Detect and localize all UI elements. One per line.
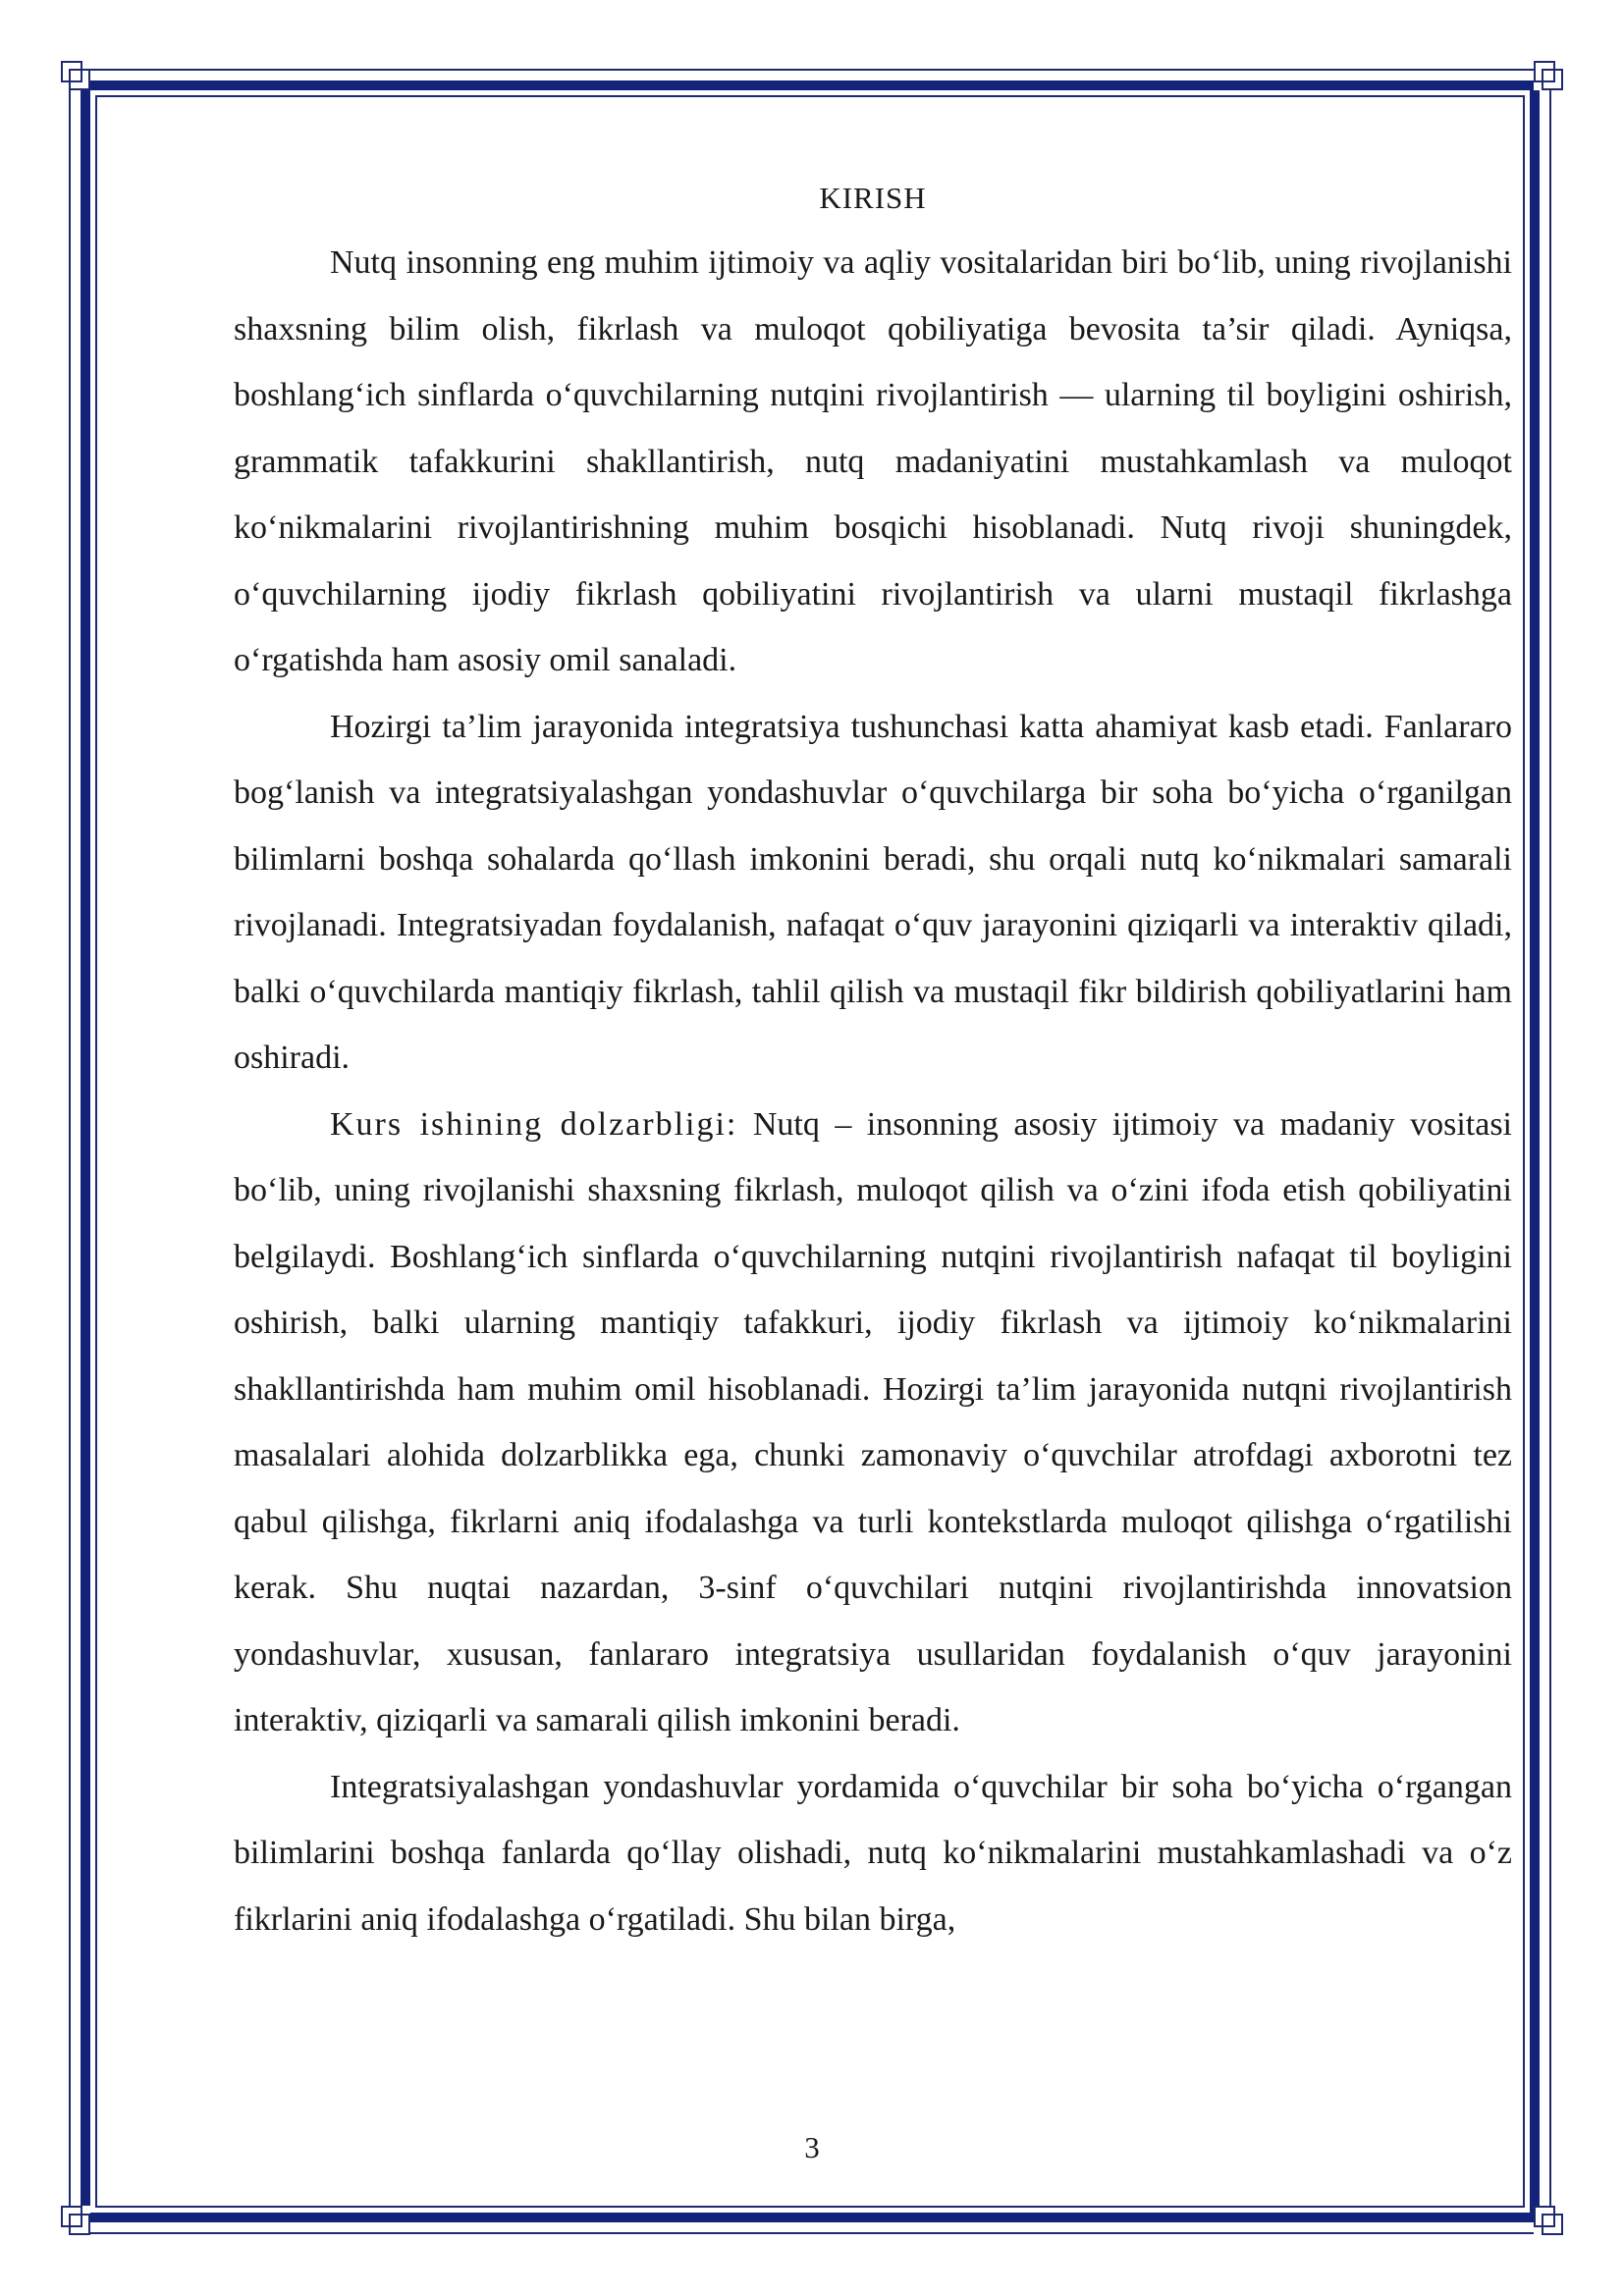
- corner-ornament-bottom-right: [1534, 2206, 1563, 2235]
- page-number: 3: [804, 2130, 820, 2164]
- corner-ornament-top-left: [61, 61, 90, 90]
- paragraph-1-text: Nutq insonning eng muhim ijtimoiy va aqliy vositalaridan biri bo‘lib, uning rivojlanishi shaxsning bilim olish, fikrlash va muloqot qobiliyatiga bevosita ta’sir qiladi. Ayniqsa, boshlang‘ich sinflarda o‘quvchilarning nutqini rivojlantirish — ularning til boyligini oshirish, grammatik tafakkurini shakllantirish, nutq madaniyatini mustahkamlash va muloqot ko‘nikmalarini rivojlantirishning muhim bosqichi hisoblanadi. Nutq rivoji shuningdek, o‘quvchilarning ijodiy fikrlash qobiliyatini rivojlantirish va ularni mustaqil fikrlashga o‘rgatishda ham asosiy omil sanaladi.: [234, 244, 1512, 678]
- paragraph-1: [234, 230, 1512, 694]
- paragraph-2-text: Hozirgi ta’lim jarayonida integratsiya tushunchasi katta ahamiyat kasb etadi. Fanlararo bog‘lanish va integratsiyalashgan yondashuvlar o‘quvchilarga bir soha bo‘yicha o‘rganilgan bilimlarni boshqa sohalarda qo‘llash imkonini beradi, shu orqali nutq ko‘nikmalari samarali rivojlanadi. Integratsiyadan foydalanish, nafaqat o‘quv jarayonini qiziqarli va interaktiv qiladi, balki o‘quvchilarda mantiqiy fikrlash, tahlil qilish va mustaqil fikr bildirish qobiliyatlarini ham oshiradi.: [234, 708, 1512, 1076]
- paragraph-3-text: Nutq – insonning asosiy ijtimoiy va madaniy vositasi bo‘lib, uning rivojlanishi shaxsning fikrlash, muloqot qilish va o‘zini ifoda etish qobiliyatini belgilaydi. Boshlang‘ich sinflarda o‘quvchilarning nutqini rivojlantirish nafaqat til boyligini oshirish, balki ularning mantiqiy tafakkuri, ijodiy fikrlash va ijtimoiy ko‘nikmalarini shakllantirishda ham muhim omil hisoblanadi. Hozirgi ta’lim jarayonida nutqni rivojlantirish masalalari alohida dolzarblikka ega, chunki zamonaviy o‘quvchilar atrofdagi axborotni tez qabul qilishga, fikrlarni aniq ifodalashga va turli kontekstlarda muloqot qilishga o‘rgatilishi kerak. Shu nuqtai nazardan, 3-sinf o‘quvchilari nutqini rivojlantirishda innovatsion yondashuvlar, xususan, fanlararo integratsiya usullaridan foydalanish o‘quv jarayonini interaktiv, qiziqarli va samarali qilish imkonini beradi.: [234, 1105, 1513, 1738]
- paragraph-2: [234, 694, 1512, 1092]
- paragraph-3-lead: Kurs ishining dolzarbligi:: [330, 1105, 738, 1143]
- page-title: KIRISH: [819, 181, 927, 215]
- paragraph-4-text: Integratsiyalashgan yondashuvlar yordamida o‘quvchilar bir soha bo‘yicha o‘rgangan bilimlarini boshqa fanlarda qo‘llay olishadi, nutq ko‘nikmalarini mustahkamlashadi va o‘z fikrlarini aniq ifodalashga o‘rgatiladi. Shu bilan birga,: [234, 1768, 1512, 1938]
- corner-ornament-top-right: [1534, 61, 1563, 90]
- paragraph-3: [234, 1092, 1512, 1754]
- corner-ornament-bottom-left: [61, 2206, 90, 2235]
- paragraph-4: [234, 1754, 1512, 1953]
- document-body: [234, 173, 1512, 1952]
